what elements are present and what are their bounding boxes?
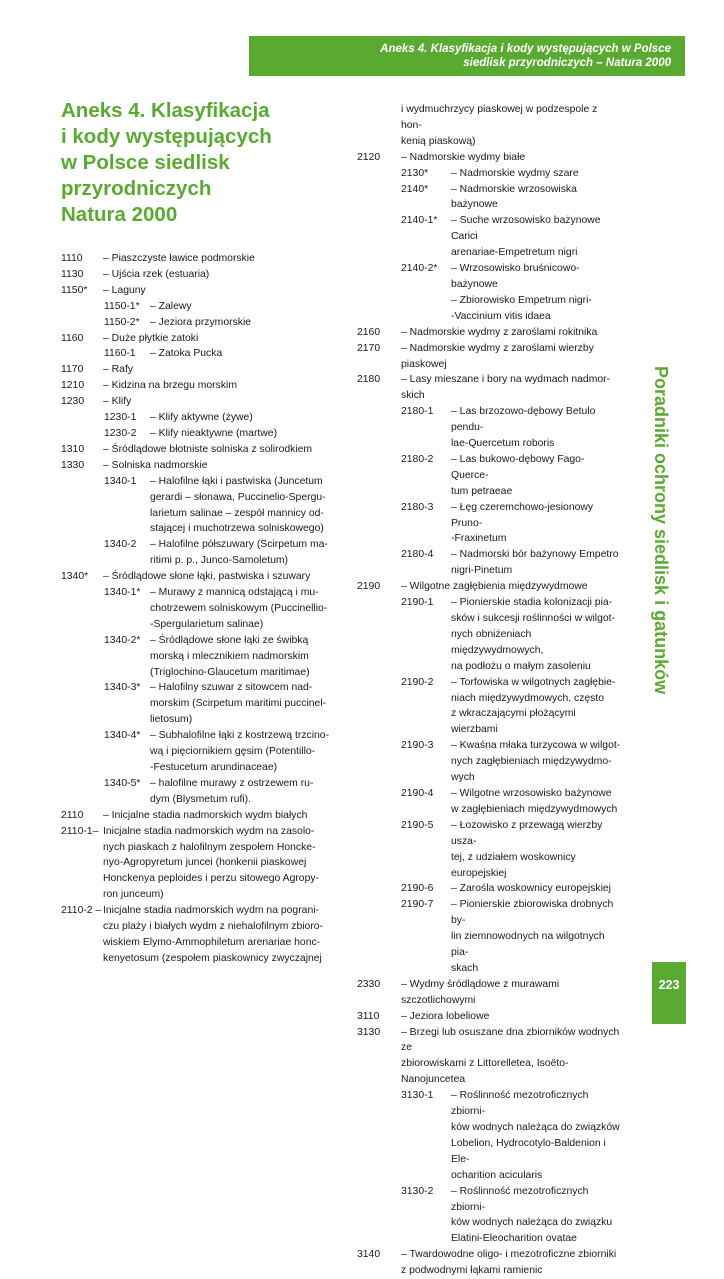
running-header-line-1: Aneks 4. Klasyfikacja i kody występujących w Polsce — [380, 43, 671, 55]
habitat-text: larietum salinae – zespół mannicy od- — [150, 507, 324, 519]
habitat-text: z wkraczającymi płożącymi wierzbami — [451, 708, 576, 736]
habitat-text: – Nadmorskie wrzosowiska bażynowe — [451, 183, 577, 211]
habitat-text: Elatini-Eleocharition ovatae — [451, 1233, 577, 1245]
habitat-text: – Kwaśna młaka turzycowa w wilgot- — [451, 740, 621, 752]
habitat-text: – Piaszczyste ławice podmorskie — [103, 253, 255, 264]
habitat-text: na podłożu o małym zasoleniu — [451, 660, 591, 672]
list-item — [357, 150, 621, 166]
list-item — [61, 362, 333, 378]
habitat-text: wych — [451, 772, 475, 784]
habitat-text: – Halofilne łąki i pastwiska (Juncetum — [150, 475, 323, 487]
habitat-code: 3140 — [357, 1249, 381, 1261]
habitat-text: – Brzegi lub osuszane dna zbiorników wodnych ze — [401, 1026, 620, 1054]
habitat-code: 1170 — [61, 364, 84, 376]
habitat-code: 2110-1– — [61, 825, 99, 837]
habitat-code: 1230-1 — [104, 412, 137, 424]
habitat-text: nych piaskach z halofilnym zespołem Honcke- — [103, 841, 316, 853]
running-header-line-2: siedlisk przyrodniczych – Natura 2000 — [463, 57, 671, 69]
list-item — [61, 537, 333, 569]
list-item — [61, 776, 333, 808]
habitat-code: 1340* — [61, 571, 89, 583]
list-item — [61, 442, 333, 458]
list-item — [61, 378, 333, 394]
habitat-text: – Zbiorowisko Empetrum nigri- — [451, 294, 592, 306]
page-number-box — [652, 962, 686, 1024]
habitat-text: morskim (Scirpetum maritimi puccinel- — [150, 698, 327, 710]
habitat-text: – Roślinność mezotroficznych zbiorni- — [451, 1090, 589, 1118]
habitat-code: 1340-3* — [104, 682, 141, 694]
habitat-code: 2120 — [357, 151, 381, 163]
habitat-code: 2140-1* — [401, 215, 438, 227]
list-item — [357, 325, 621, 341]
habitat-code: 1340-1 — [104, 475, 137, 487]
habitat-text: tej, z udziałem woskownicy europejskiej — [451, 851, 576, 879]
habitat-code: 2140* — [401, 183, 429, 195]
habitat-code: 3130-1 — [401, 1090, 434, 1102]
habitat-text: – Nadmorskie wydmy z zaroślami rokitnika — [401, 326, 598, 338]
habitat-text: kenyetosum (zespołem piaskownicy zwyczajnej — [103, 952, 322, 964]
list-item — [357, 452, 621, 500]
list-item — [61, 410, 333, 426]
habitat-code: 1340-1* — [104, 587, 141, 599]
habitat-text: gerardi – słonawa, Puccinelio-Spergu- — [150, 491, 326, 503]
habitat-text: Inicjalne stadia nadmorskich wydm na zasolo- — [103, 825, 315, 837]
list-item — [61, 474, 333, 538]
habitat-text: – Halofilny szuwar z sitowcem nad- — [150, 682, 313, 694]
list-item — [357, 372, 621, 404]
habitat-text: – Inicjalne stadia nadmorskich wydm białych — [103, 809, 308, 821]
habitat-text: (Triglochino-Glaucetum maritimae) — [150, 666, 310, 678]
habitat-code: 2190-6 — [401, 883, 434, 895]
habitat-text: – Duże płytkie zatoki — [103, 332, 199, 344]
habitat-code: 1210 — [61, 380, 85, 392]
title-line: Natura 2000 — [61, 203, 178, 226]
list-item — [61, 585, 333, 633]
title-line: i kody występujących — [61, 125, 272, 148]
side-label-text: Poradniki ochrony siedlisk i gatunków — [651, 366, 671, 695]
list-item — [61, 331, 333, 347]
title-line: przyrodniczych — [61, 177, 212, 200]
list-item — [357, 547, 621, 579]
title-line: Aneks 4. Klasyfikacja — [61, 99, 270, 122]
habitat-text: zbiorowiskami z Littorelletea, Isoëto-Nanojuncetea — [401, 1058, 569, 1086]
habitat-code: 1340-4* — [104, 730, 141, 742]
side-label — [651, 366, 686, 776]
habitat-text: sków i sukcesji roślinności w wilgot- — [451, 613, 615, 624]
habitat-text: arenariae-Empetretum nigri — [451, 247, 578, 259]
list-item — [357, 881, 621, 897]
habitat-code: 1130 — [61, 268, 84, 280]
list-item — [61, 251, 333, 267]
list-item — [357, 341, 621, 373]
habitat-code: 2190-5 — [401, 819, 434, 831]
list-item — [357, 1009, 621, 1025]
habitat-text: ron junceum) — [103, 889, 164, 901]
habitat-code: 2190-2 — [401, 676, 434, 688]
habitat-text: Lobelion, Hydrocotylo-Baldenion i Ele- — [451, 1137, 606, 1165]
habitat-text: ków wodnych należąca do związków — [451, 1122, 620, 1133]
habitat-text: dym (Blysmetum rufi). — [150, 793, 252, 805]
habitat-code: 1330 — [61, 459, 85, 471]
habitat-text: i wydmuchrzycy piaskowej w podzespole z hon- — [401, 104, 598, 131]
habitat-text: – Nadmorskie wydmy białe — [401, 151, 526, 163]
habitat-text: – Klify — [103, 396, 132, 408]
habitat-text: – Solniska nadmorskie — [103, 459, 208, 471]
habitat-code: 1230-2 — [104, 427, 137, 439]
habitat-text: – Łozowisko z przewagą wierzby usza- — [451, 819, 603, 847]
habitat-code: 2190 — [357, 581, 381, 593]
list-item — [357, 182, 621, 214]
habitat-code: 2110 — [61, 809, 84, 821]
habitat-code: 2170 — [357, 342, 381, 354]
habitat-text: – Pionierskie zbiorowiska drobnych by- — [451, 899, 614, 927]
habitat-text: niach międzywydmowych, często — [451, 692, 605, 704]
habitat-text: wiskiem Elymo-Ammophiletum arenariae honc- — [103, 936, 321, 948]
habitat-code: 1310 — [61, 443, 85, 455]
habitat-text: – Suche wrzosowisko bażynowe Carici — [451, 215, 601, 243]
habitat-text: – Śródlądowe błotniste solniska z solirodkiem — [103, 443, 313, 455]
habitat-text: – Jeziora przymorskie — [150, 316, 252, 328]
habitat-text: Honckenya peploides i perzu sitowego Agropy- — [103, 873, 320, 885]
running-header — [249, 36, 685, 76]
habitat-text: – Twardowodne oligo- i mezotroficzne zbiorniki — [401, 1249, 617, 1261]
habitat-text: stającej i muchotrzewa solniskowego) — [150, 523, 324, 535]
habitat-text: – Pionierskie stadia kolonizacji pia- — [451, 597, 613, 609]
habitat-code: 3130 — [357, 1026, 381, 1038]
habitat-code: 1340-2* — [104, 634, 141, 646]
habitat-text: – Murawy z mannicą odstającą i mu- — [150, 587, 319, 599]
list-item — [357, 261, 621, 325]
habitat-text: lietosum) — [150, 714, 193, 726]
habitat-text: – Nadmorskie wydmy szare — [451, 167, 579, 179]
habitat-text: – Nadmorskie wydmy z zaroślami wierzby piaskowej — [401, 342, 594, 370]
habitat-text: czu plaży i białych wydm z niehalofilnym zbioro- — [103, 921, 324, 933]
list-item — [61, 569, 333, 585]
list-item — [357, 1184, 621, 1248]
list-item — [357, 818, 621, 882]
list-item — [61, 633, 333, 681]
list-item — [61, 315, 333, 331]
habitat-text: -Festucetum arundinaceae) — [150, 762, 278, 773]
list-item — [357, 1088, 621, 1183]
habitat-text: skach — [451, 962, 479, 974]
habitat-code: 2180-4 — [401, 549, 434, 561]
habitat-text: – Klify nieaktywne (martwe) — [150, 427, 278, 439]
habitat-text: – Laguny — [103, 284, 146, 296]
habitat-code: 2160 — [357, 326, 381, 338]
list-item — [357, 579, 621, 595]
list-item — [357, 738, 621, 786]
right-column — [357, 102, 621, 1279]
habitat-code: 2180-1 — [401, 406, 434, 418]
habitat-text: morską i mlecznikiem nadmorskim — [150, 650, 309, 662]
habitat-text: – halofilne murawy z ostrzewem ru- — [150, 777, 314, 789]
list-item — [357, 595, 621, 675]
habitat-code: 2190-1 — [401, 597, 434, 609]
habitat-code: 3110 — [357, 1010, 380, 1022]
habitat-code: 1160-1 — [104, 348, 136, 360]
habitat-text: – Nadmorski bór bażynowy Empetro — [451, 549, 619, 561]
habitat-text: chotrzewem solniskowym (Puccinellio- — [150, 602, 328, 614]
habitat-text: nych obniżeniach międzywydmowych, — [451, 628, 544, 656]
habitat-text: – Zatoka Pucka — [150, 348, 223, 360]
list-item — [61, 299, 333, 315]
page-title — [61, 98, 321, 228]
habitat-text: – Wilgotne wrzosowisko bażynowe — [451, 787, 612, 799]
habitat-text: – Rafy — [103, 364, 134, 376]
habitat-text: – Zalewy — [150, 300, 192, 312]
habitat-code: 2180-3 — [401, 501, 434, 513]
habitat-code: 2330 — [357, 978, 381, 990]
habitat-text: -Vaccinium vitis idaea — [451, 310, 551, 322]
habitat-text: ocharition acicularis — [451, 1169, 543, 1181]
habitat-code: 1340-2 — [104, 539, 137, 551]
list-item — [61, 394, 333, 410]
habitat-text: wą i pięciornikiem gęsim (Potentillo- — [150, 746, 316, 758]
habitat-text: lae-Quercetum roboris — [451, 438, 555, 450]
habitat-code: 2190-4 — [401, 787, 434, 799]
title-line: w Polsce siedlisk — [61, 151, 230, 174]
list-item — [61, 680, 333, 728]
list-item — [357, 213, 621, 261]
habitat-text: -Spergularietum salinae) — [150, 618, 264, 630]
habitat-code: 1230 — [61, 396, 85, 408]
habitat-text: tum petraeae — [451, 485, 513, 497]
habitat-text: – Subhalofilne łąki z kostrzewą trzcino- — [150, 730, 330, 742]
habitat-text: – Torfowiska w wilgotnych zagłębie- — [451, 676, 616, 688]
habitat-code: 3130-2 — [401, 1185, 434, 1197]
habitat-text: nyo-Agropyretum juncei (honkenii piaskowej — [103, 857, 307, 869]
list-item — [357, 102, 621, 150]
habitat-text: – Klify aktywne (żywe) — [150, 412, 253, 424]
habitat-text: nych zagłębieniach międzywydmo- — [451, 756, 612, 768]
list-item — [357, 166, 621, 182]
habitat-text: z podwodnymi łąkami ramienic — [401, 1265, 543, 1277]
habitat-text: – Halofilne półszuwary (Scirpetum ma- — [150, 539, 328, 551]
habitat-code: 1150-2* — [104, 316, 140, 328]
habitat-text: – Las bukowo-dębowy Fago-Querce- — [451, 453, 585, 481]
habitat-code: 2180 — [357, 374, 381, 386]
list-item — [357, 675, 621, 739]
list-item — [61, 458, 333, 474]
habitat-text: – Łęg czeremchowo-jesionowy Pruno- — [451, 501, 594, 529]
habitat-code: 2110-2 – — [61, 905, 102, 917]
habitat-code: 1160 — [61, 332, 84, 344]
habitat-code: 1150* — [61, 284, 88, 296]
habitat-text: – Śródlądowe słone łąki, pastwiska i szuwary — [103, 571, 311, 583]
list-item — [61, 808, 333, 824]
list-item — [357, 500, 621, 548]
habitat-text: – Roślinność mezotroficznych zbiorni- — [451, 1185, 589, 1213]
habitat-text: Inicjalne stadia nadmorskich wydm na pograni- — [103, 905, 320, 917]
habitat-text: ków wodnych należąca do związku — [451, 1217, 613, 1229]
habitat-text: kenią piaskową) — [401, 135, 476, 147]
list-item — [61, 346, 333, 362]
habitat-text: – Zarośla woskownicy europejskiej — [451, 883, 611, 895]
habitat-text: – Wilgotne zagłębienia międzywydmowe — [401, 581, 588, 593]
habitat-code: 1110 — [61, 253, 83, 264]
list-item — [61, 283, 333, 299]
list-item — [61, 903, 333, 967]
list-item — [357, 977, 621, 1009]
habitat-text: – Kidzina na brzegu morskim — [103, 380, 237, 392]
page-number: 223 — [658, 978, 680, 992]
habitat-text: ritimi p. p., Junco-Samoletum) — [150, 555, 289, 567]
habitat-text: – Wydmy śródlądowe z murawami szczotlichowymi — [401, 978, 560, 1006]
list-item — [357, 1025, 621, 1089]
list-item — [357, 897, 621, 977]
list-item — [61, 824, 333, 904]
habitat-text: lin ziemnowodnych na wilgotnych pia- — [451, 931, 605, 959]
habitat-text: – Śródlądowe słone łąki ze świbką — [150, 634, 309, 646]
habitat-code: 2180-2 — [401, 453, 434, 465]
list-item — [357, 786, 621, 818]
habitat-code: 2130* — [401, 167, 429, 179]
list-item — [61, 267, 333, 283]
list-item — [61, 426, 333, 442]
habitat-text: -Fraxinetum — [451, 533, 507, 545]
habitat-text: skich — [401, 390, 425, 402]
habitat-code: 2190-7 — [401, 899, 434, 911]
habitat-text: – Wrzosowisko bruśnicowo-bażynowe — [451, 263, 580, 290]
habitat-text: nigri-Pinetum — [451, 565, 513, 577]
habitat-code: 1150-1* — [104, 300, 140, 312]
list-item — [357, 404, 621, 452]
habitat-code: 1340-5* — [104, 777, 141, 789]
habitat-text: – Ujścia rzek (estuaria) — [103, 268, 210, 280]
habitat-text: – Jeziora lobeliowe — [401, 1010, 490, 1022]
habitat-text: – Lasy mieszane i bory na wydmach nadmor- — [401, 374, 611, 386]
left-column — [61, 251, 333, 967]
habitat-text: – Las brzozowo-dębowy Betulo pendu- — [451, 406, 596, 434]
habitat-code: 2190-3 — [401, 740, 434, 752]
list-item — [61, 728, 333, 776]
list-item — [357, 1247, 621, 1279]
habitat-code: 2140-2* — [401, 263, 438, 275]
habitat-text: w zagłębieniach międzywydmowych — [451, 803, 618, 815]
